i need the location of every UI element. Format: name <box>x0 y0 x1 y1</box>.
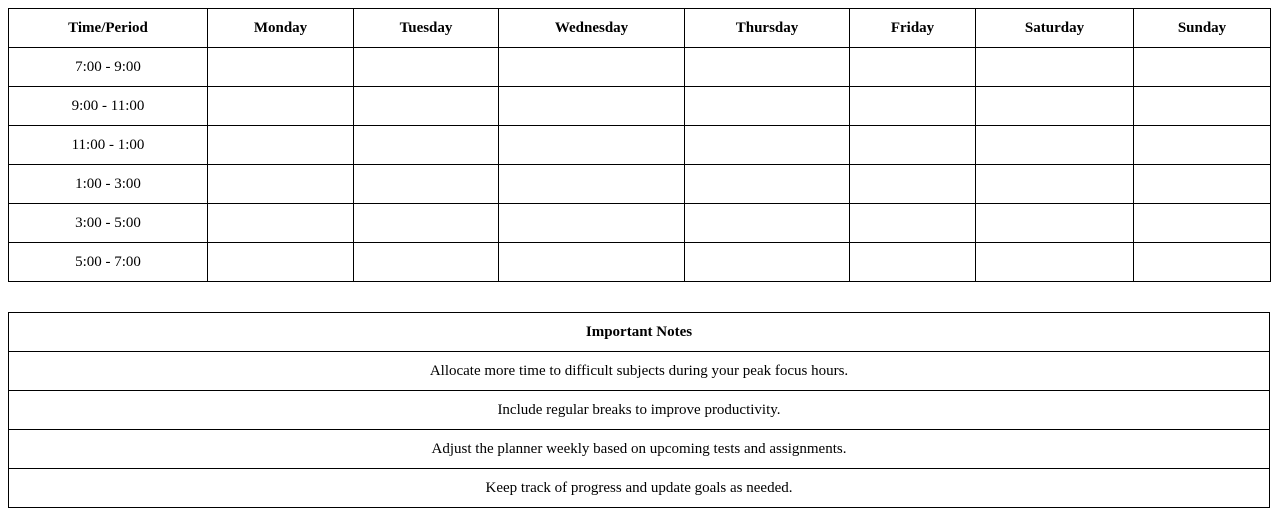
schedule-cell-thursday[interactable] <box>685 48 850 87</box>
schedule-cell-tuesday[interactable] <box>354 87 499 126</box>
time-period-cell: 5:00 - 7:00 <box>9 243 208 282</box>
note-text: Include regular breaks to improve productivity. <box>9 391 1270 430</box>
schedule-row <box>9 126 1271 165</box>
time-period-cell: 9:00 - 11:00 <box>9 87 208 126</box>
schedule-row <box>9 243 1271 282</box>
schedule-cell-monday[interactable] <box>208 204 354 243</box>
schedule-cell-saturday[interactable] <box>976 165 1134 204</box>
notes-title: Important Notes <box>9 313 1270 352</box>
schedule-cell-thursday[interactable] <box>685 126 850 165</box>
schedule-cell-tuesday[interactable] <box>354 126 499 165</box>
note-text: Allocate more time to difficult subjects during your peak focus hours. <box>9 352 1270 391</box>
header-monday: Monday <box>208 9 354 48</box>
schedule-cell-sunday[interactable] <box>1134 204 1271 243</box>
schedule-cell-wednesday[interactable] <box>499 204 685 243</box>
schedule-cell-wednesday[interactable] <box>499 243 685 282</box>
header-sunday: Sunday <box>1134 9 1271 48</box>
schedule-cell-tuesday[interactable] <box>354 165 499 204</box>
schedule-cell-wednesday[interactable] <box>499 87 685 126</box>
note-row <box>9 352 1270 391</box>
schedule-cell-saturday[interactable] <box>976 48 1134 87</box>
schedule-header-row <box>9 9 1271 48</box>
header-wednesday: Wednesday <box>499 9 685 48</box>
header-time-period: Time/Period <box>9 9 208 48</box>
header-tuesday: Tuesday <box>354 9 499 48</box>
header-thursday: Thursday <box>685 9 850 48</box>
schedule-cell-saturday[interactable] <box>976 87 1134 126</box>
schedule-cell-thursday[interactable] <box>685 87 850 126</box>
schedule-cell-friday[interactable] <box>850 126 976 165</box>
schedule-cell-saturday[interactable] <box>976 204 1134 243</box>
schedule-cell-thursday[interactable] <box>685 243 850 282</box>
schedule-cell-tuesday[interactable] <box>354 48 499 87</box>
schedule-cell-friday[interactable] <box>850 165 976 204</box>
header-saturday: Saturday <box>976 9 1134 48</box>
schedule-cell-monday[interactable] <box>208 126 354 165</box>
schedule-cell-wednesday[interactable] <box>499 126 685 165</box>
schedule-cell-saturday[interactable] <box>976 126 1134 165</box>
note-row <box>9 391 1270 430</box>
note-text: Adjust the planner weekly based on upcoming tests and assignments. <box>9 430 1270 469</box>
schedule-row <box>9 48 1271 87</box>
schedule-cell-tuesday[interactable] <box>354 204 499 243</box>
schedule-cell-monday[interactable] <box>208 243 354 282</box>
notes-table <box>8 312 1270 508</box>
schedule-cell-thursday[interactable] <box>685 165 850 204</box>
notes-body <box>9 352 1270 508</box>
schedule-row <box>9 204 1271 243</box>
time-period-cell: 11:00 - 1:00 <box>9 126 208 165</box>
schedule-cell-sunday[interactable] <box>1134 87 1271 126</box>
schedule-row <box>9 87 1271 126</box>
schedule-cell-sunday[interactable] <box>1134 48 1271 87</box>
time-period-cell: 3:00 - 5:00 <box>9 204 208 243</box>
note-row <box>9 430 1270 469</box>
schedule-cell-sunday[interactable] <box>1134 243 1271 282</box>
schedule-cell-monday[interactable] <box>208 87 354 126</box>
note-text: Keep track of progress and update goals as needed. <box>9 469 1270 508</box>
schedule-cell-sunday[interactable] <box>1134 165 1271 204</box>
header-friday: Friday <box>850 9 976 48</box>
schedule-cell-monday[interactable] <box>208 165 354 204</box>
schedule-cell-friday[interactable] <box>850 204 976 243</box>
notes-header-row <box>9 313 1270 352</box>
schedule-cell-sunday[interactable] <box>1134 126 1271 165</box>
schedule-cell-monday[interactable] <box>208 48 354 87</box>
schedule-cell-saturday[interactable] <box>976 243 1134 282</box>
schedule-cell-friday[interactable] <box>850 87 976 126</box>
schedule-table <box>8 8 1271 282</box>
time-period-cell: 1:00 - 3:00 <box>9 165 208 204</box>
schedule-cell-tuesday[interactable] <box>354 243 499 282</box>
schedule-cell-wednesday[interactable] <box>499 48 685 87</box>
schedule-row <box>9 165 1271 204</box>
schedule-cell-thursday[interactable] <box>685 204 850 243</box>
note-row <box>9 469 1270 508</box>
time-period-cell: 7:00 - 9:00 <box>9 48 208 87</box>
schedule-cell-friday[interactable] <box>850 243 976 282</box>
schedule-cell-wednesday[interactable] <box>499 165 685 204</box>
schedule-cell-friday[interactable] <box>850 48 976 87</box>
schedule-body <box>9 48 1271 282</box>
